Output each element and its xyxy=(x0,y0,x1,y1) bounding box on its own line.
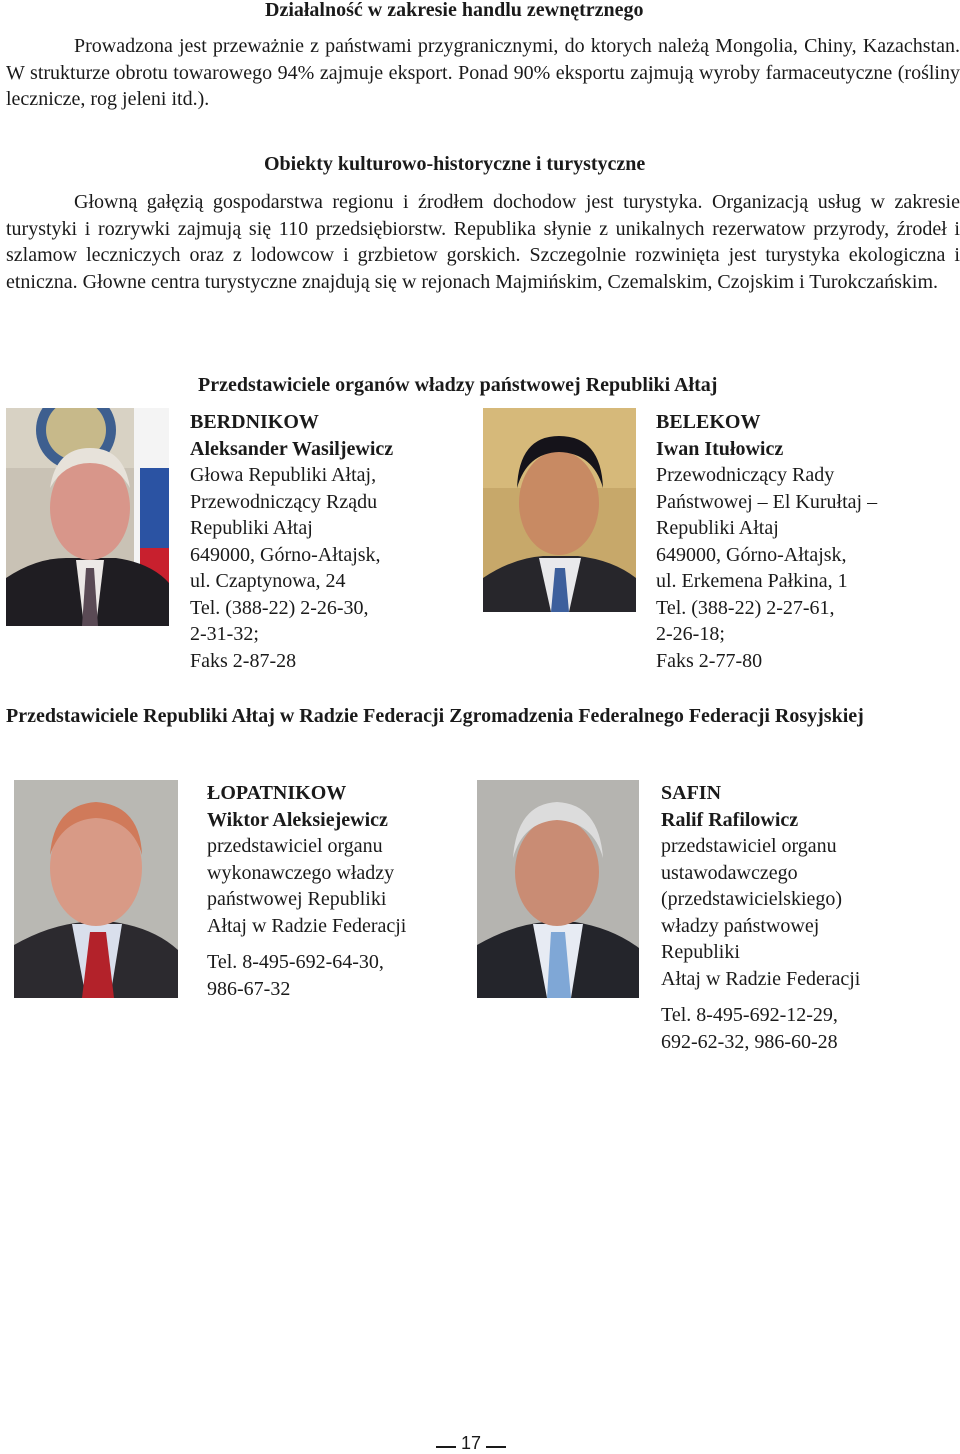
portrait-berdnikow xyxy=(6,408,169,626)
trade-paragraph: Prowadzona jest przeważnie z państwami przygranicznymi, do ktorych należą Mongolia, Chiny, Kazachstan. W strukturze obrotu towarowego 94% zajmuje eksport. Ponad 90% eksportu zajmują wyroby farmaceutyczne (rośliny lecznicze, rog jeleni itd.). xyxy=(6,35,960,110)
card-safin: SAFIN Ralif Rafilowicz przedstawiciel organu ustawodawczego (przedstawicielskiego) władzy państwowej Republiki Ałtaj w Radzie Federacji Tel. 8-495-692-12-29, 692-62-32, 986-60-28 xyxy=(661,780,860,1055)
person-name: Aleksander Wasiljewicz xyxy=(190,437,394,460)
phone-line: 986-67-32 xyxy=(207,977,291,1000)
card-belekow: BELEKOW Iwan Itułowicz Przewodniczący Rady Państwowej – El Kurułtaj – Republiki Ałtaj 649000, Górno-Ałtajsk, ul. Erkemena Pałkina, 1 Tel. (388-22) 2-27-61, 2-26-18; Faks 2-77-80 xyxy=(656,411,878,672)
phone-line: Tel. 8-495-692-12-29, xyxy=(661,1004,838,1026)
phone-line: 692-62-32, 986-60-28 xyxy=(661,1030,838,1053)
tourism-heading: Obiekty kulturowo-historyczne i turystyczne xyxy=(264,153,646,175)
portrait-belekow xyxy=(483,408,636,612)
phone-line: Tel. 8-495-692-64-30, xyxy=(207,951,384,973)
person-name: Iwan Itułowicz xyxy=(656,437,784,460)
tourism-paragraph: Głowną gałęzią gospodarstwa regionu i źrodłem dochodow jest turystyka. Organizacją usług w zakresie turystyki i rozrywki zajmują się 110 przedsiębiorstw. Republika słynie z unikalnych rezerwatow przyrody, źrodeł i szlamow leczniczych oraz z lodowcow i grzbietow gorskich. Szczegolnie rozwinięta jest turystyka ekologiczna i etniczna. Głowne centra turystyczne znajdują się w rejonach Majmińskim, Czemalskim, Czojskim i Turokczańskim. xyxy=(6,191,960,293)
card-lopatnikow: ŁOPATNIKOW Wiktor Aleksiejewicz przedstawiciel organu wykonawczego władzy państwowej Republiki Ałtaj w Radzie Federacji Tel. 8-495-692-64-30, 986-67-32 xyxy=(207,780,406,1002)
page-number: 17 xyxy=(436,1432,506,1454)
person-surname: BERDNIKOW xyxy=(190,411,319,433)
person-surname: ŁOPATNIKOW xyxy=(207,782,347,804)
page-number-dash-left xyxy=(436,1446,456,1448)
portrait-lopatnikow xyxy=(14,780,178,998)
person-surname: SAFIN xyxy=(661,782,722,804)
page-number-dash-right xyxy=(486,1446,506,1448)
person-name: Ralif Rafilowicz xyxy=(661,808,799,831)
trade-heading: Działalność w zakresie handlu zewnętrznego xyxy=(265,0,644,21)
federation-heading: Przedstawiciele Republiki Ałtaj w Radzie Federacji Zgromadzenia Federalnego Federacji Rosyjskiej xyxy=(6,705,864,727)
person-surname: BELEKOW xyxy=(656,411,761,433)
card-berdnikow: BERDNIKOW Aleksander Wasiljewicz Głowa Republiki Ałtaj, Przewodniczący Rządu Republiki Ałtaj 649000, Górno-Ałtajsk, ul. Czaptynowa, 24 Tel. (388-22) 2-26-30, 2-31-32; Faks 2-87-28 xyxy=(190,411,394,672)
authorities-heading: Przedstawiciele organów władzy państwowej Republiki Ałtaj xyxy=(198,374,718,396)
portrait-safin xyxy=(477,780,639,998)
person-name: Wiktor Aleksiejewicz xyxy=(207,808,388,831)
